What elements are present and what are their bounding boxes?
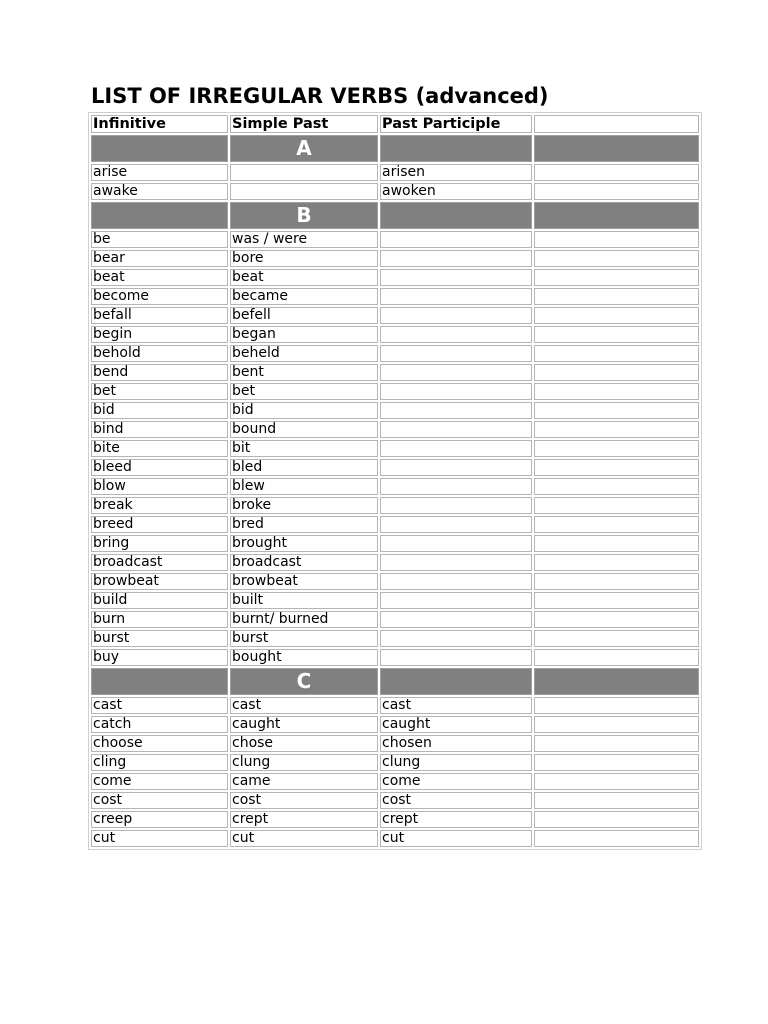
cell-extra — [534, 773, 699, 790]
cell-simple-past — [230, 164, 378, 181]
cell-simple-past: beheld — [230, 345, 378, 362]
table-row — [91, 459, 699, 476]
cell-simple-past: burst — [230, 630, 378, 647]
cell-past-participle — [380, 630, 532, 647]
table-row — [91, 440, 699, 457]
cell-extra — [534, 830, 699, 847]
cell-extra — [534, 402, 699, 419]
table-row — [91, 716, 699, 733]
cell-infinitive: breed — [91, 516, 228, 533]
cell-infinitive: burn — [91, 611, 228, 628]
cell-simple-past: crept — [230, 811, 378, 828]
cell-infinitive: befall — [91, 307, 228, 324]
cell-simple-past: cast — [230, 697, 378, 714]
cell-infinitive: broadcast — [91, 554, 228, 571]
cell-extra — [534, 269, 699, 286]
table-row — [91, 421, 699, 438]
section-header-cell — [380, 135, 532, 162]
table-row — [91, 307, 699, 324]
cell-past-participle — [380, 421, 532, 438]
cell-infinitive: come — [91, 773, 228, 790]
cell-simple-past — [230, 183, 378, 200]
cell-infinitive: catch — [91, 716, 228, 733]
cell-past-participle: cut — [380, 830, 532, 847]
table-row — [91, 630, 699, 647]
cell-extra — [534, 250, 699, 267]
table-row — [91, 735, 699, 752]
cell-infinitive: blow — [91, 478, 228, 495]
cell-simple-past: built — [230, 592, 378, 609]
cell-extra — [534, 535, 699, 552]
cell-infinitive: browbeat — [91, 573, 228, 590]
table-row — [91, 383, 699, 400]
cell-infinitive: bet — [91, 383, 228, 400]
cell-infinitive: bear — [91, 250, 228, 267]
cell-past-participle — [380, 326, 532, 343]
cell-simple-past: bit — [230, 440, 378, 457]
table-row — [91, 573, 699, 590]
cell-infinitive: beat — [91, 269, 228, 286]
table-row — [91, 792, 699, 809]
section-letter: A — [230, 135, 378, 162]
cell-infinitive: bid — [91, 402, 228, 419]
cell-past-participle — [380, 611, 532, 628]
section-header-cell — [534, 202, 699, 229]
cell-infinitive: bind — [91, 421, 228, 438]
cell-extra — [534, 478, 699, 495]
cell-infinitive: bleed — [91, 459, 228, 476]
cell-extra — [534, 573, 699, 590]
cell-infinitive: be — [91, 231, 228, 248]
cell-extra — [534, 440, 699, 457]
cell-simple-past: beat — [230, 269, 378, 286]
section-header-cell — [380, 668, 532, 695]
cell-extra — [534, 716, 699, 733]
table-row — [91, 364, 699, 381]
table-row — [91, 345, 699, 362]
cell-simple-past: was / were — [230, 231, 378, 248]
cell-simple-past: bred — [230, 516, 378, 533]
header-infinitive: Infinitive — [91, 115, 228, 133]
cell-extra — [534, 811, 699, 828]
section-header-row — [91, 668, 699, 695]
section-header-cell — [534, 135, 699, 162]
cell-infinitive: behold — [91, 345, 228, 362]
section-letter: B — [230, 202, 378, 229]
cell-simple-past: bled — [230, 459, 378, 476]
cell-extra — [534, 735, 699, 752]
page-title: LIST OF IRREGULAR VERBS (advanced) — [91, 84, 549, 108]
table-row — [91, 250, 699, 267]
cell-extra — [534, 421, 699, 438]
section-header-cell — [380, 202, 532, 229]
cell-past-participle — [380, 250, 532, 267]
cell-past-participle: arisen — [380, 164, 532, 181]
header-simple-past: Simple Past — [230, 115, 378, 133]
cell-extra — [534, 326, 699, 343]
cell-simple-past: bought — [230, 649, 378, 666]
table-row — [91, 183, 699, 200]
cell-past-participle — [380, 535, 532, 552]
cell-simple-past: bore — [230, 250, 378, 267]
cell-simple-past: browbeat — [230, 573, 378, 590]
table-row — [91, 231, 699, 248]
cell-extra — [534, 697, 699, 714]
cell-simple-past: began — [230, 326, 378, 343]
table-row — [91, 516, 699, 533]
cell-infinitive: cast — [91, 697, 228, 714]
table-row — [91, 497, 699, 514]
cell-past-participle: crept — [380, 811, 532, 828]
cell-extra — [534, 231, 699, 248]
cell-extra — [534, 754, 699, 771]
cell-infinitive: buy — [91, 649, 228, 666]
cell-past-participle — [380, 364, 532, 381]
cell-simple-past: bid — [230, 402, 378, 419]
cell-infinitive: bite — [91, 440, 228, 457]
table-row — [91, 326, 699, 343]
section-header-row — [91, 135, 699, 162]
cell-simple-past: became — [230, 288, 378, 305]
cell-infinitive: choose — [91, 735, 228, 752]
table-row — [91, 754, 699, 771]
cell-past-participle — [380, 269, 532, 286]
cell-past-participle — [380, 345, 532, 362]
cell-past-participle: cast — [380, 697, 532, 714]
table-row — [91, 649, 699, 666]
table-header-row — [91, 115, 699, 133]
cell-simple-past: broadcast — [230, 554, 378, 571]
cell-past-participle: cost — [380, 792, 532, 809]
cell-extra — [534, 459, 699, 476]
cell-infinitive: cling — [91, 754, 228, 771]
cell-extra — [534, 516, 699, 533]
cell-infinitive: cost — [91, 792, 228, 809]
cell-infinitive: cut — [91, 830, 228, 847]
cell-infinitive: burst — [91, 630, 228, 647]
cell-past-participle: clung — [380, 754, 532, 771]
cell-past-participle: awoken — [380, 183, 532, 200]
cell-simple-past: cost — [230, 792, 378, 809]
table-row — [91, 269, 699, 286]
cell-past-participle — [380, 459, 532, 476]
table-row — [91, 830, 699, 847]
cell-past-participle — [380, 478, 532, 495]
section-letter: C — [230, 668, 378, 695]
cell-past-participle — [380, 592, 532, 609]
cell-simple-past: bound — [230, 421, 378, 438]
cell-simple-past: broke — [230, 497, 378, 514]
cell-extra — [534, 364, 699, 381]
cell-infinitive: build — [91, 592, 228, 609]
cell-extra — [534, 183, 699, 200]
table-row — [91, 478, 699, 495]
cell-past-participle — [380, 573, 532, 590]
section-header-cell — [534, 668, 699, 695]
cell-past-participle — [380, 554, 532, 571]
cell-past-participle — [380, 440, 532, 457]
cell-past-participle — [380, 516, 532, 533]
section-header-cell — [91, 202, 228, 229]
cell-extra — [534, 288, 699, 305]
verbs-table — [88, 112, 702, 850]
table-row — [91, 288, 699, 305]
cell-past-participle — [380, 288, 532, 305]
cell-infinitive: awake — [91, 183, 228, 200]
header-past-participle: Past Participle — [380, 115, 532, 133]
cell-extra — [534, 383, 699, 400]
cell-extra — [534, 649, 699, 666]
cell-infinitive: arise — [91, 164, 228, 181]
table-row — [91, 164, 699, 181]
table-row — [91, 554, 699, 571]
verbs-table-body — [91, 115, 699, 847]
table-row — [91, 535, 699, 552]
cell-simple-past: clung — [230, 754, 378, 771]
cell-extra — [534, 345, 699, 362]
section-header-row — [91, 202, 699, 229]
cell-infinitive: bend — [91, 364, 228, 381]
cell-simple-past: chose — [230, 735, 378, 752]
cell-infinitive: begin — [91, 326, 228, 343]
cell-extra — [534, 630, 699, 647]
cell-simple-past: bent — [230, 364, 378, 381]
cell-simple-past: cut — [230, 830, 378, 847]
cell-infinitive: become — [91, 288, 228, 305]
cell-simple-past: befell — [230, 307, 378, 324]
cell-simple-past: burnt/ burned — [230, 611, 378, 628]
cell-simple-past: came — [230, 773, 378, 790]
cell-past-participle: chosen — [380, 735, 532, 752]
table-row — [91, 811, 699, 828]
table-row — [91, 611, 699, 628]
cell-past-participle: caught — [380, 716, 532, 733]
cell-past-participle — [380, 497, 532, 514]
cell-past-participle — [380, 231, 532, 248]
cell-extra — [534, 307, 699, 324]
cell-infinitive: creep — [91, 811, 228, 828]
cell-past-participle — [380, 383, 532, 400]
cell-past-participle: come — [380, 773, 532, 790]
cell-simple-past: blew — [230, 478, 378, 495]
cell-extra — [534, 592, 699, 609]
cell-past-participle — [380, 307, 532, 324]
cell-past-participle — [380, 402, 532, 419]
cell-extra — [534, 792, 699, 809]
cell-simple-past: bet — [230, 383, 378, 400]
cell-extra — [534, 611, 699, 628]
section-header-cell — [91, 668, 228, 695]
table-row — [91, 773, 699, 790]
cell-extra — [534, 164, 699, 181]
header-empty — [534, 115, 699, 133]
table-row — [91, 592, 699, 609]
cell-extra — [534, 554, 699, 571]
cell-past-participle — [380, 649, 532, 666]
table-row — [91, 402, 699, 419]
cell-infinitive: break — [91, 497, 228, 514]
cell-extra — [534, 497, 699, 514]
cell-simple-past: brought — [230, 535, 378, 552]
section-header-cell — [91, 135, 228, 162]
cell-infinitive: bring — [91, 535, 228, 552]
table-row — [91, 697, 699, 714]
cell-simple-past: caught — [230, 716, 378, 733]
